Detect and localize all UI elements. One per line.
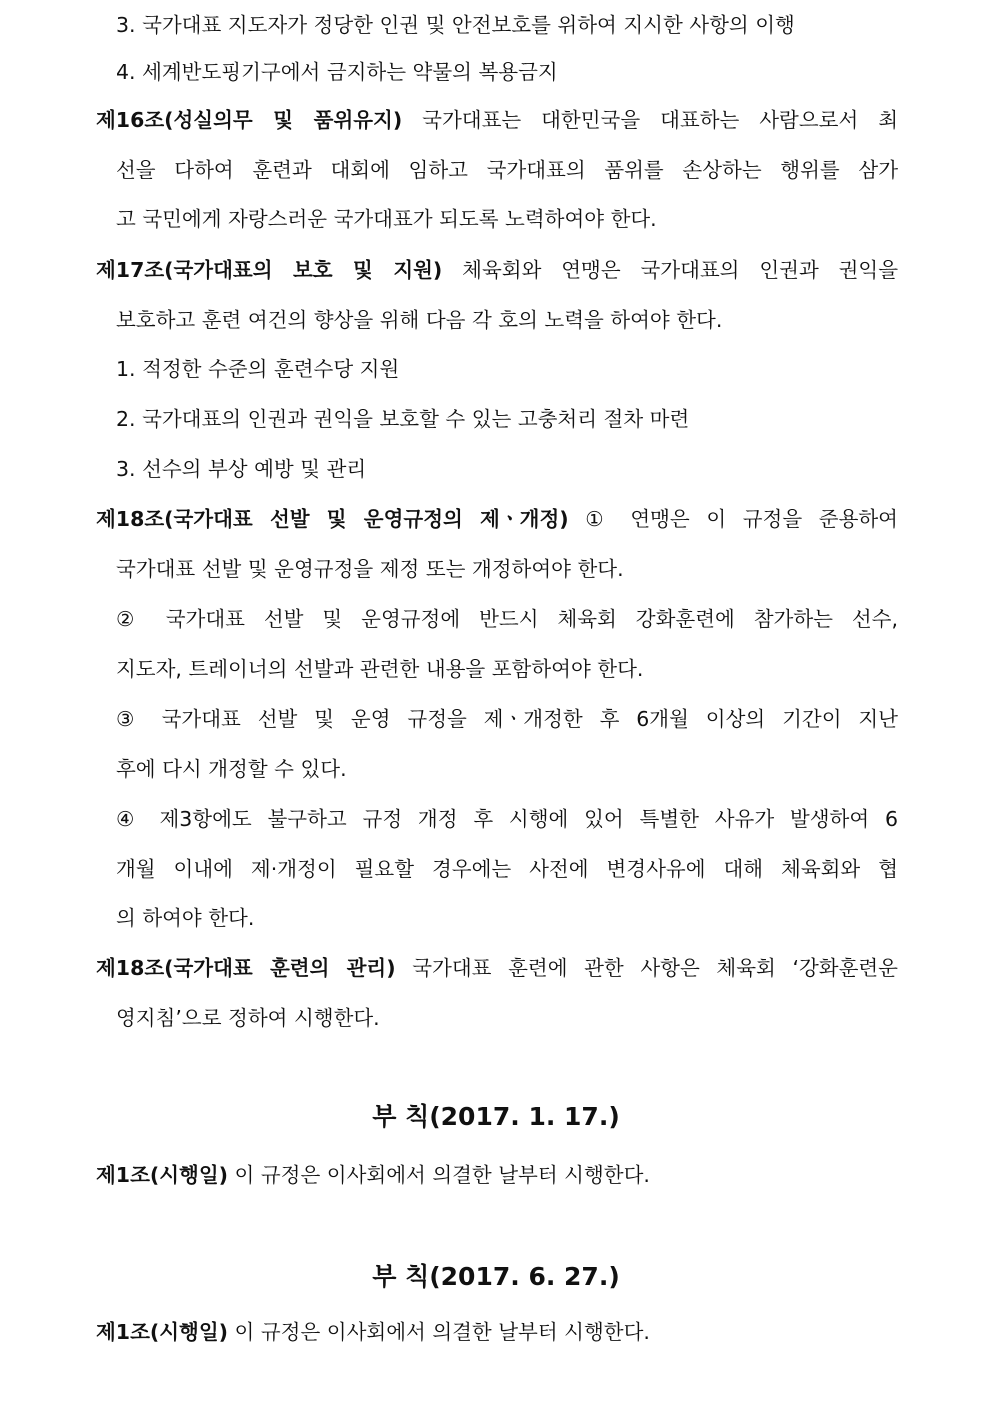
line-text: 보호하고 훈련 여건의 향상을 위해 다음 각 호의 노력을 하여야 한다. <box>116 308 723 332</box>
article-17-line-2 <box>116 295 898 345</box>
line-text: 3. 국가대표 지도자가 정당한 인권 및 안전보호를 위하여 지시한 사항의 이행 <box>116 13 795 37</box>
article-18-line-8 <box>116 844 898 894</box>
line-text: 2. 국가대표의 인권과 권익을 보호할 수 있는 고충처리 절차 마련 <box>116 407 690 431</box>
supplementary-heading-1: 부 칙(2017. 1. 17.) <box>372 1102 620 1131</box>
article-18-line-2 <box>116 544 898 594</box>
line-text: ① 연맹은 이 규정을 준용하여 <box>568 507 898 531</box>
item-4-line <box>116 47 898 97</box>
line-text: 지도자, 트레이너의 선발과 관련한 내용을 포함하여야 한다. <box>116 657 644 681</box>
supplementary-2-article <box>96 1307 898 1357</box>
line-text: 국가대표 선발 및 운영규정을 제정 또는 개정하여야 한다. <box>116 557 624 581</box>
article-16-title: 제16조(성실의무 및 품위유지) <box>96 108 403 132</box>
article-16-line-2 <box>116 145 898 195</box>
article-18-line-9 <box>116 893 898 943</box>
article-17-item-1 <box>116 344 898 394</box>
line-text: ④ 제3항에도 불구하고 규정 개정 후 시행에 있어 특별한 사유가 발생하여 6 <box>116 807 898 831</box>
article-18b-title: 제18조(국가대표 훈련의 관리) <box>96 956 396 980</box>
article-18-line-7 <box>116 794 898 844</box>
article-17-item-3 <box>116 444 898 494</box>
article-17-item-2 <box>116 394 898 444</box>
line-text: 국가대표는 대한민국을 대표하는 사람으로서 최 <box>402 108 898 132</box>
line-text: 이 규정은 이사회에서 의결한 날부터 시행한다. <box>228 1320 650 1344</box>
line-text: 후에 다시 개정할 수 있다. <box>116 757 347 781</box>
line-text: 개월 이내에 제·개정이 필요할 경우에는 사전에 변경사유에 대해 체육회와 협 <box>116 857 898 881</box>
article-18-line-5 <box>116 694 898 744</box>
article-18-line-3 <box>116 594 898 644</box>
line-text: 영지침’으로 정하여 시행한다. <box>116 1006 380 1030</box>
line-text: 이 규정은 이사회에서 의결한 날부터 시행한다. <box>228 1163 650 1187</box>
article-18-title: 제18조(국가대표 선발 및 운영규정의 제ㆍ개정) <box>96 507 569 531</box>
article-18-line-4 <box>116 644 898 694</box>
article-17-title: 제17조(국가대표의 보호 및 지원) <box>96 258 443 282</box>
article-18b-line-2 <box>116 993 898 1043</box>
line-text: ③ 국가대표 선발 및 운영 규정을 제ㆍ개정한 후 6개월 이상의 기간이 지난 <box>116 707 898 731</box>
line-text: 의 하여야 한다. <box>116 906 255 930</box>
supplementary-1-title: 제1조(시행일) <box>96 1163 229 1187</box>
line-text: ② 국가대표 선발 및 운영규정에 반드시 체육회 강화훈련에 참가하는 선수, <box>116 607 898 631</box>
line-text: 체육회와 연맹은 국가대표의 인권과 권익을 <box>442 258 898 282</box>
line-text: 선을 다하여 훈련과 대회에 임하고 국가대표의 품위를 손상하는 행위를 삼가 <box>116 158 898 182</box>
article-16-line-3 <box>116 194 898 244</box>
line-text: 고 국민에게 자랑스러운 국가대표가 되도록 노력하여야 한다. <box>116 207 657 231</box>
supplementary-heading-2: 부 칙(2017. 6. 27.) <box>372 1262 620 1291</box>
supplementary-2-title: 제1조(시행일) <box>96 1320 229 1344</box>
article-18-line-6 <box>116 744 898 794</box>
line-text: 4. 세계반도핑기구에서 금지하는 약물의 복용금지 <box>116 60 558 84</box>
line-text: 1. 적정한 수준의 훈련수당 지원 <box>116 357 400 381</box>
supplementary-1-article <box>96 1150 898 1200</box>
line-text: 3. 선수의 부상 예방 및 관리 <box>116 457 367 481</box>
article-18-line-1 <box>96 494 898 544</box>
line-text: 국가대표 훈련에 관한 사항은 체육회 ‘강화훈련운 <box>395 956 898 980</box>
article-16-line-1 <box>96 95 898 145</box>
article-17-line-1 <box>96 245 898 295</box>
item-3-line <box>116 0 898 50</box>
article-18b-line-1 <box>96 943 898 993</box>
